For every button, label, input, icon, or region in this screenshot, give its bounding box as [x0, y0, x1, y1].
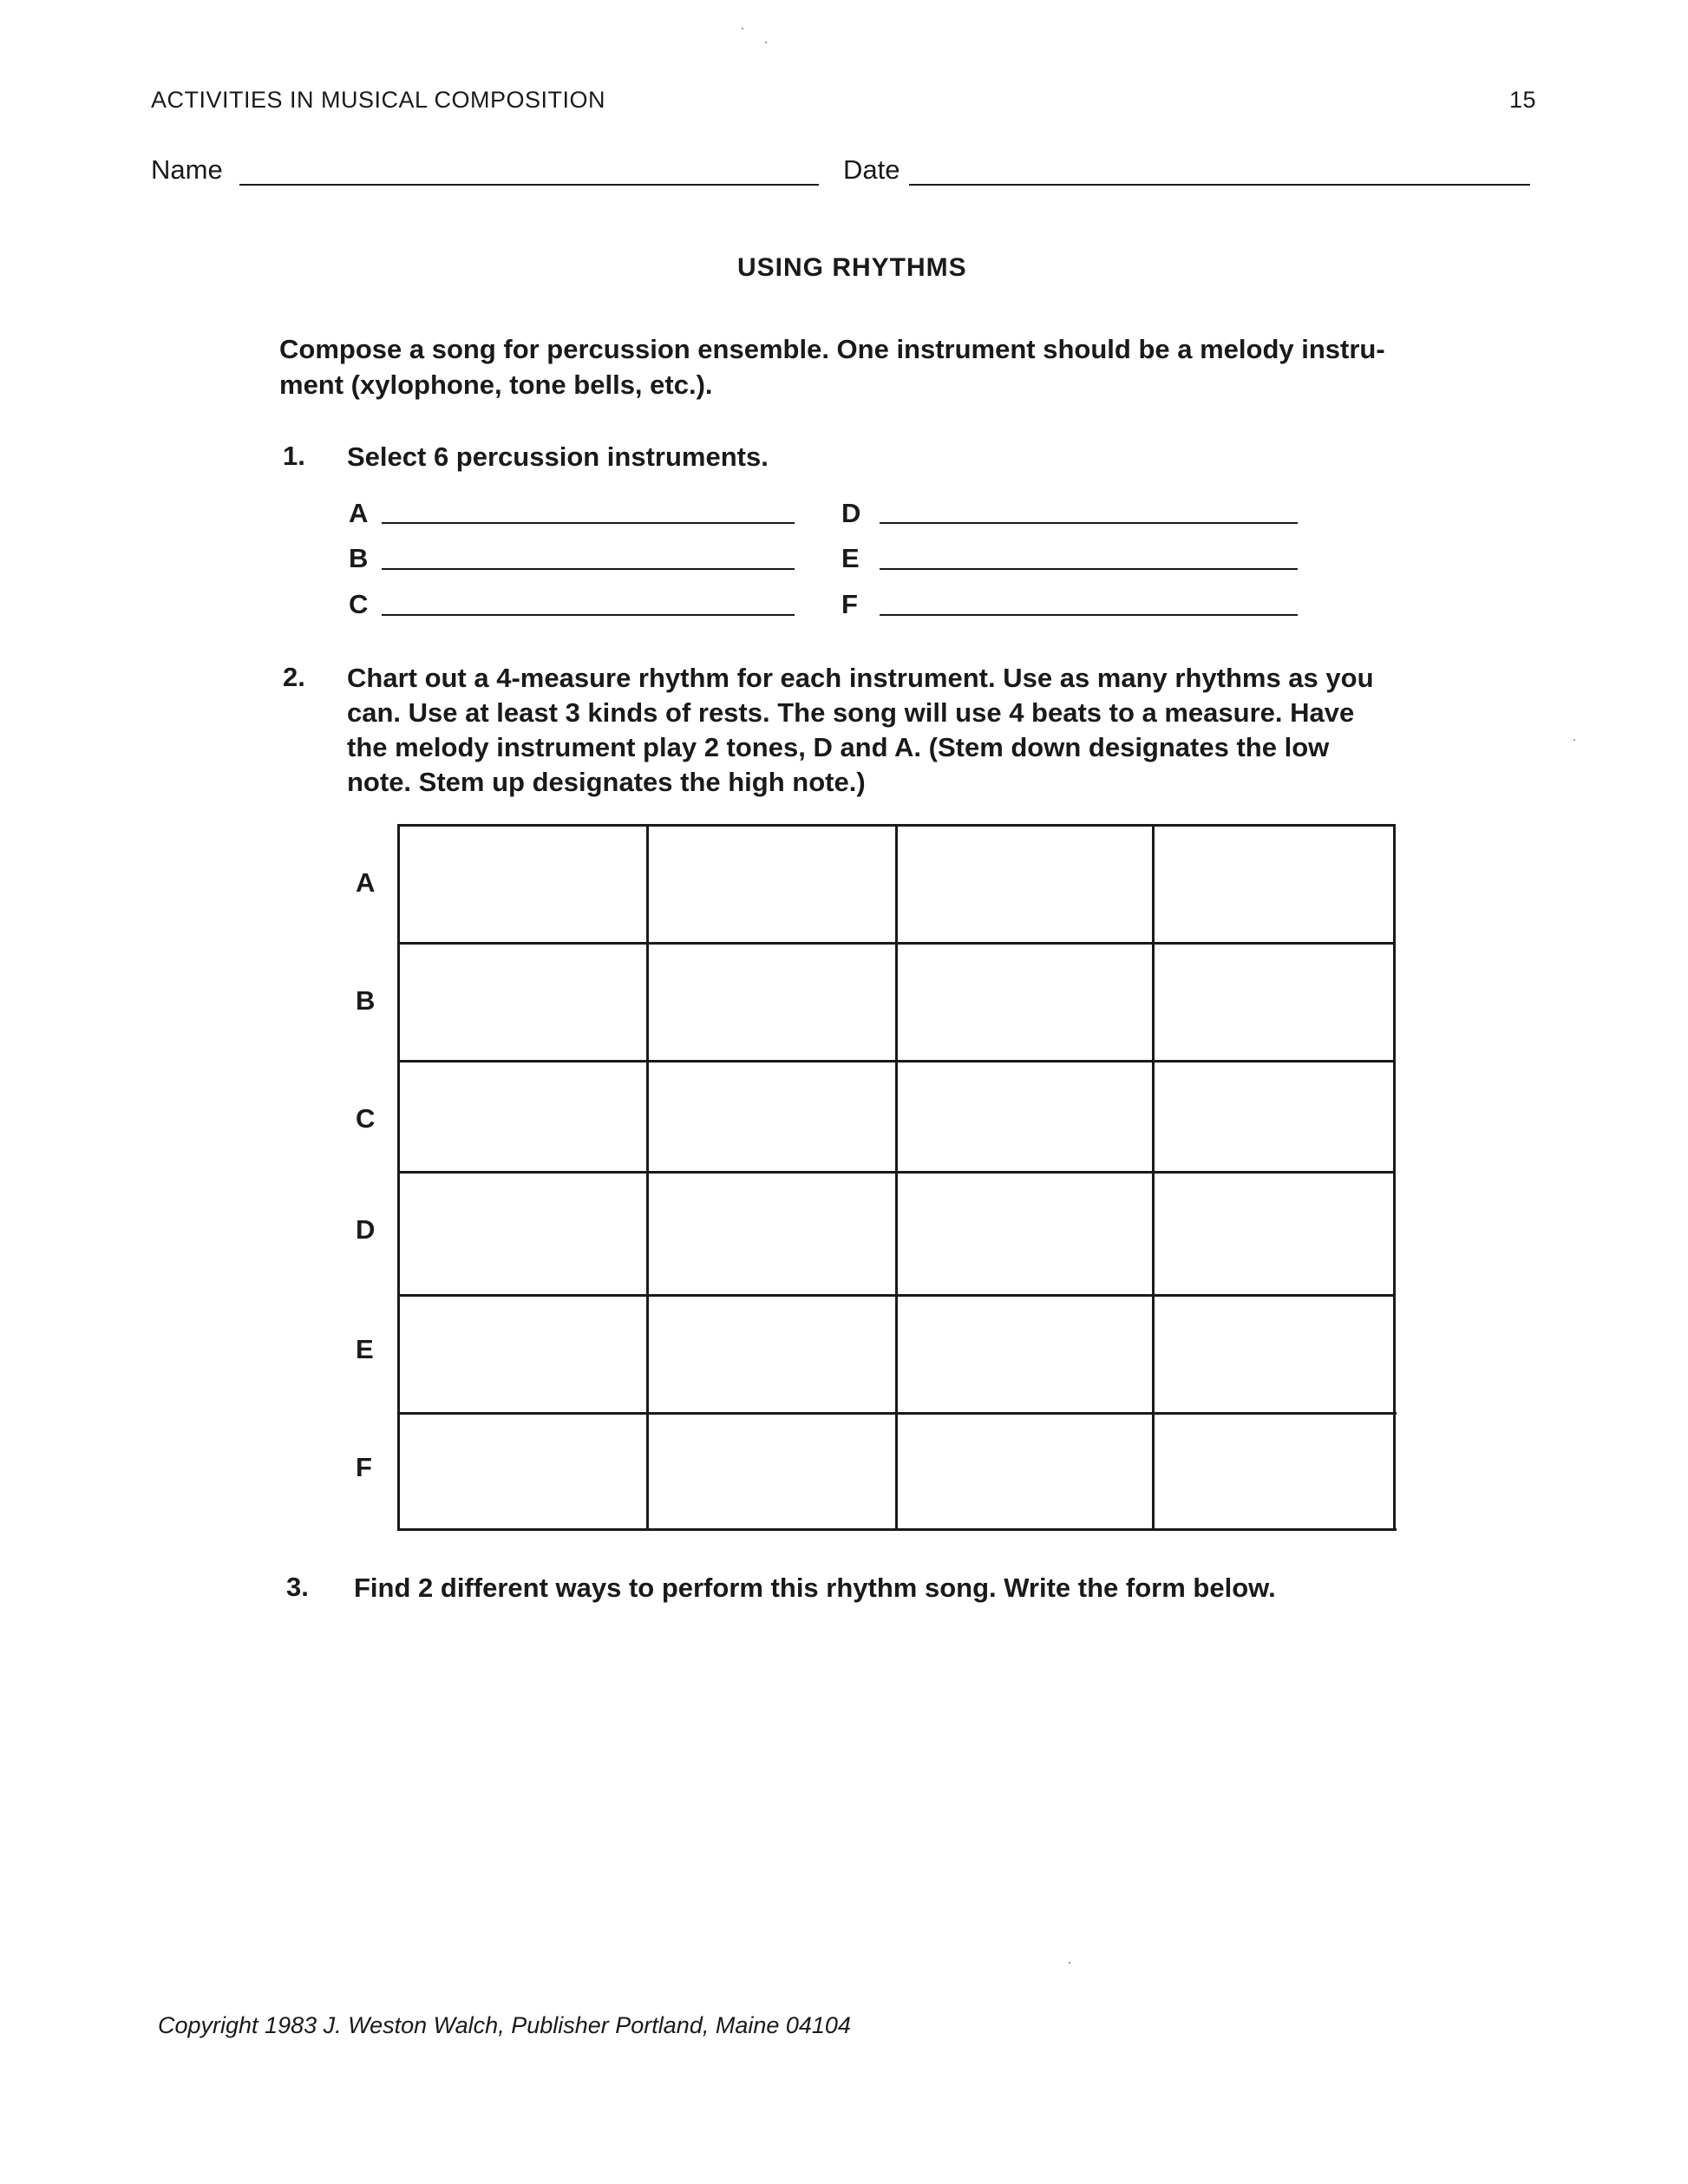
grid-cell-b-2[interactable]	[649, 945, 895, 1060]
grid-line	[1393, 824, 1396, 1531]
grid-cell-d-1[interactable]	[400, 1174, 646, 1294]
book-title: ACTIVITIES IN MUSICAL COMPOSITION	[151, 87, 606, 113]
scan-speck	[1574, 739, 1575, 741]
grid-cell-e-2[interactable]	[649, 1297, 895, 1412]
grid-row-label-f: F	[356, 1452, 372, 1482]
grid-cell-f-1[interactable]	[400, 1415, 646, 1528]
instrument-field-f[interactable]	[880, 614, 1298, 616]
step-3-text: Find 2 different ways to perform this rhythm song. Write the form below.	[354, 1573, 1276, 1603]
step-2-line-2: can. Use at least 3 kinds of rests. The song will use 4 beats to a measure. Have	[347, 697, 1355, 728]
grid-cell-a-4[interactable]	[1155, 827, 1393, 942]
grid-cell-d-3[interactable]	[898, 1174, 1152, 1294]
grid-cell-e-3[interactable]	[898, 1297, 1152, 1412]
copyright-notice: Copyright 1983 J. Weston Walch, Publisher Portland, Maine 04104	[158, 2012, 851, 2038]
date-label: Date	[843, 154, 900, 185]
grid-cell-d-2[interactable]	[649, 1174, 895, 1294]
instrument-field-a[interactable]	[382, 522, 795, 524]
instrument-label-b: B	[349, 543, 369, 573]
form-answer-area[interactable]	[279, 1622, 1450, 1952]
grid-cell-f-4[interactable]	[1155, 1415, 1393, 1528]
grid-cell-b-3[interactable]	[898, 945, 1152, 1060]
grid-cell-a-2[interactable]	[649, 827, 895, 942]
instrument-field-c[interactable]	[382, 614, 795, 616]
intro-line-1: Compose a song for percussion ensemble. One instrument should be a melody instru-	[279, 334, 1385, 364]
step-2-line-4: note. Stem up designates the high note.)	[347, 767, 866, 797]
step-3-number: 3.	[286, 1572, 309, 1602]
step-1-number: 1.	[283, 441, 305, 471]
scan-speck	[765, 42, 767, 43]
grid-cell-a-3[interactable]	[898, 827, 1152, 942]
scan-speck	[742, 28, 743, 29]
date-field[interactable]	[909, 184, 1530, 186]
intro-line-2: ment (xylophone, tone bells, etc.).	[279, 369, 713, 400]
grid-cell-c-2[interactable]	[649, 1063, 895, 1171]
name-label: Name	[151, 154, 223, 185]
grid-cell-e-4[interactable]	[1155, 1297, 1393, 1412]
grid-cell-b-4[interactable]	[1155, 945, 1393, 1060]
instrument-field-e[interactable]	[880, 568, 1298, 570]
page-title: USING RHYTHMS	[737, 253, 967, 282]
instrument-label-a: A	[349, 498, 369, 528]
grid-cell-f-3[interactable]	[898, 1415, 1152, 1528]
grid-cell-e-1[interactable]	[400, 1297, 646, 1412]
name-field[interactable]	[239, 184, 819, 186]
grid-cell-d-4[interactable]	[1155, 1174, 1393, 1294]
instrument-field-b[interactable]	[382, 568, 795, 570]
grid-row-label-e: E	[356, 1334, 374, 1364]
grid-line	[399, 1528, 1397, 1531]
instrument-label-f: F	[841, 589, 858, 619]
grid-row-label-c: C	[356, 1103, 376, 1134]
grid-cell-c-4[interactable]	[1155, 1063, 1393, 1171]
grid-cell-c-3[interactable]	[898, 1063, 1152, 1171]
instrument-label-c: C	[349, 589, 369, 619]
instrument-label-d: D	[841, 498, 861, 528]
grid-row-label-d: D	[356, 1214, 376, 1245]
step-2-line-3: the melody instrument play 2 tones, D and A. (Stem down designates the low	[347, 732, 1330, 762]
grid-row-label-b: B	[356, 985, 376, 1016]
grid-cell-f-2[interactable]	[649, 1415, 895, 1528]
step-2-number: 2.	[283, 662, 305, 692]
scan-speck	[1069, 1962, 1070, 1964]
page-number: 15	[1509, 87, 1537, 113]
instrument-label-e: E	[841, 543, 860, 573]
grid-row-label-a: A	[356, 867, 376, 898]
step-1-text: Select 6 percussion instruments.	[347, 441, 769, 472]
step-2-line-1: Chart out a 4-measure rhythm for each instrument. Use as many rhythms as you	[347, 663, 1374, 693]
grid-cell-b-1[interactable]	[400, 945, 646, 1060]
grid-cell-a-1[interactable]	[400, 827, 646, 942]
grid-cell-c-1[interactable]	[400, 1063, 646, 1171]
instrument-field-d[interactable]	[880, 522, 1298, 524]
